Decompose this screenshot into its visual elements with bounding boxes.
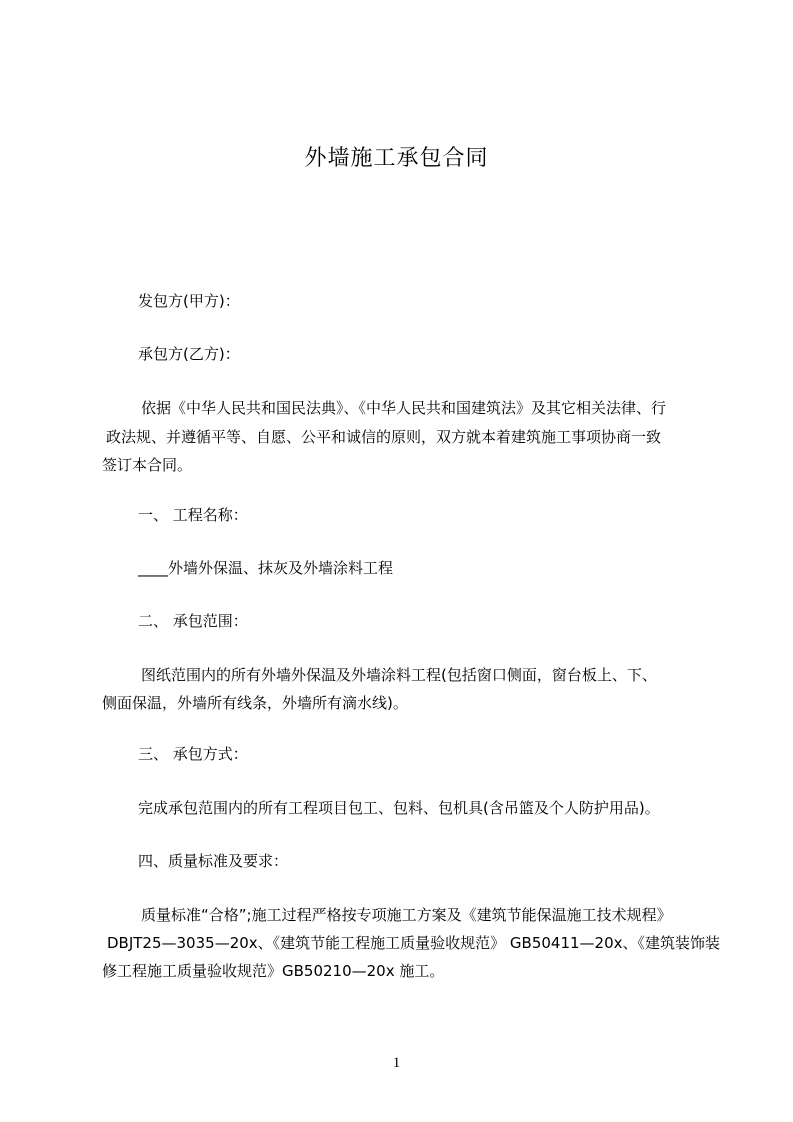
- section-4-heading: 四、质量标准及要求：: [138, 852, 289, 870]
- intro-line-2: 政法规、并遵循平等、自愿、公平和诚信的原则，双方就本着建筑施工事项协商一致: [106, 428, 662, 446]
- section-3-text: 完成承包范围内的所有工程项目包工、包料、包机具(含吊篮及个人防护用品)。: [138, 799, 660, 817]
- section-1-heading: 一、 工程名称：: [138, 506, 248, 524]
- section-2-heading: 二、 承包范围：: [138, 612, 248, 630]
- intro-line-1: 依据《中华人民共和国民法典》、《中华人民共和国建筑法》及其它相关法律、行: [141, 399, 667, 417]
- section-4-line-3: 修工程施工质量验收规范》GB50210—20x 施工。: [102, 962, 445, 980]
- section-1-text: ____外墙外保温、抹灰及外墙涂料工程: [138, 559, 394, 577]
- document-title: 外墙施工承包合同: [304, 146, 489, 171]
- party-b-label: 承包方(乙方)：: [138, 345, 240, 363]
- page-number: 1: [392, 1055, 401, 1071]
- section-2-line-1: 图纸范围内的所有外墙外保温及外墙涂料工程(包括窗口侧面，窗台板上、下、: [141, 666, 657, 684]
- party-a-label: 发包方(甲方)：: [138, 292, 240, 310]
- section-4-line-2: DBJT25—3035—20x、《建筑节能工程施工质量验收规范》 GB50411—20x、《建筑装饰装: [107, 934, 721, 952]
- section-4-line-1: 质量标准“合格”;施工过程严格按专项施工方案及《建筑节能保温施工技术规程》: [141, 906, 672, 924]
- intro-line-3: 签订本合同。: [102, 456, 193, 474]
- section-3-heading: 三、 承包方式：: [138, 745, 248, 763]
- section-2-line-2: 侧面保温，外墙所有线条，外墙所有滴水线)。: [102, 694, 408, 712]
